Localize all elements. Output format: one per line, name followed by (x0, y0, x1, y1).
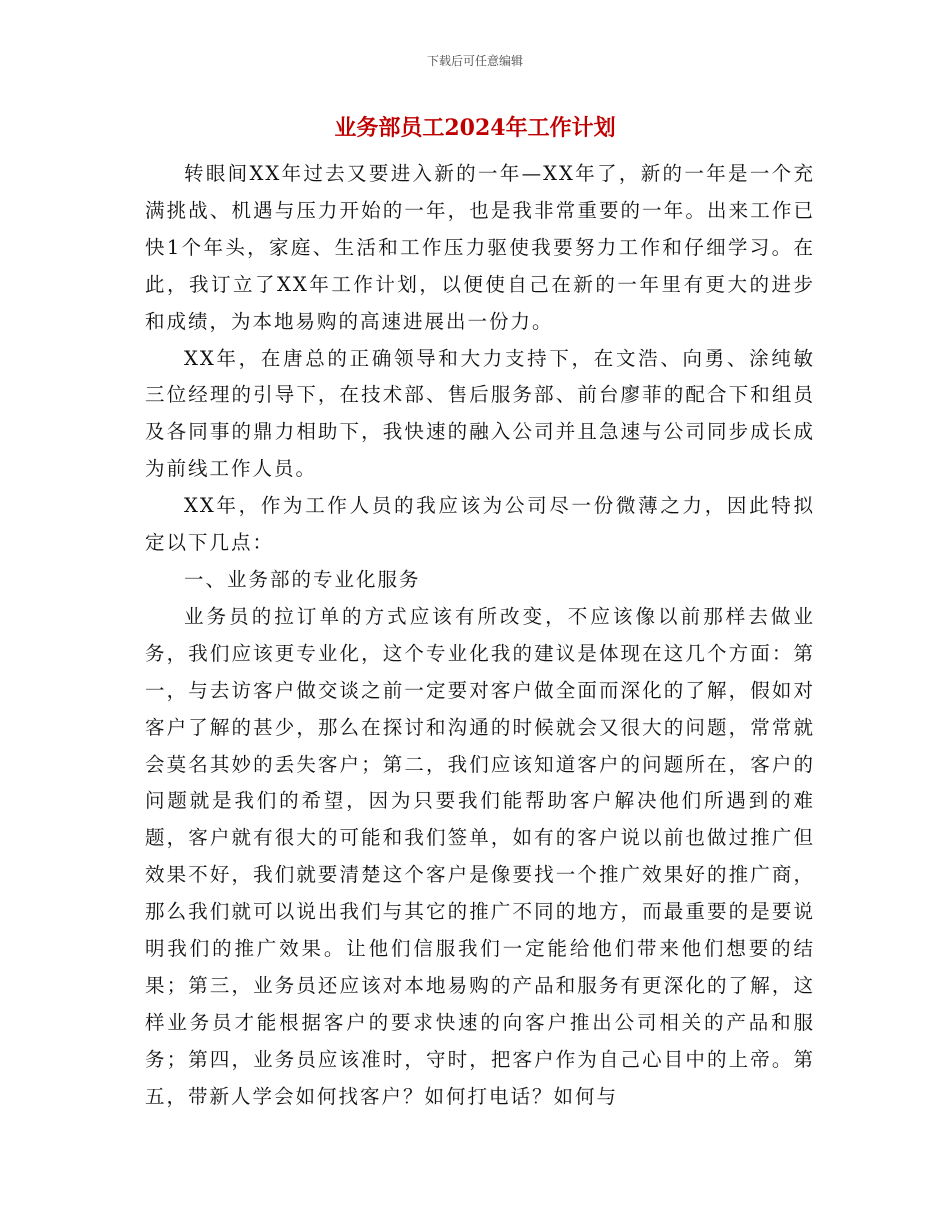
header-note: 下载后可任意编辑 (426, 54, 523, 68)
paragraph-review: XX年，在唐总的正确领导和大力支持下，在文浩、向勇、涂纯敏三位经理的引导下，在技术部、售后服务部、前台廖菲的配合下和组员及各同事的鼎力相助下，我快速的融入公司并且急速与公司同步成长成为前线工作人员。 (145, 346, 815, 481)
document-title: 业务部员工2024年工作计划 (334, 115, 616, 141)
paragraph-plan-intro: XX年，作为工作人员的我应该为公司尽一份微薄之力，因此特拟定以下几点： (145, 494, 815, 555)
document-body (145, 156, 815, 1116)
paragraph-intro: 转眼间XX年过去又要进入新的一年—XX年了，新的一年是一个充满挑战、机遇与压力开始的一年，也是我非常重要的一年。出来工作已快1个年头，家庭、生活和工作压力驱使我要努力工作和仔细学习。在此，我订立了XX年工作计划，以便使自己在新的一年里有更大的进步和成绩，为本地易购的高速进展出一份力。 (145, 162, 815, 333)
section-heading-1: 一、业务部的专业化服务 (184, 567, 421, 591)
paragraph-professional-service: 业务员的拉订单的方式应该有所改变，不应该像以前那样去做业务，我们应该更专业化，这个专业化我的建议是体现在这几个方面：第一，与去访客户做交谈之前一定要对客户做全面而深化的了解，假如对客户了解的甚少，那么在探讨和沟通的时候就会又很大的问题，常常就会莫名其妙的丢失客户；第二，我们应该知道客户的问题所在，客户的问题就是我们的希望，因为只要我们能帮助客户解决他们所遇到的难题，客户就有很大的可能和我们签单，如有的客户说以前也做过推广但效果不好，我们就要清楚这个客户是像要找一个推广效果好的推广商，那么我们就可以说出我们与其它的推广不同的地方，而最重要的是要说明我们的推广效果。让他们信服我们一定能给他们带来他们想要的结果；第三，业务员还应该对本地易购的产品和服务有更深化的了解，这样业务员才能根据客户的要求快速的向客户推出公司相关的产品和服务；第四，业务员应该准时，守时，把客户作为自己心目中的上帝。第五，带新人学会如何找客户？如何打电话？如何与 (145, 604, 815, 1108)
